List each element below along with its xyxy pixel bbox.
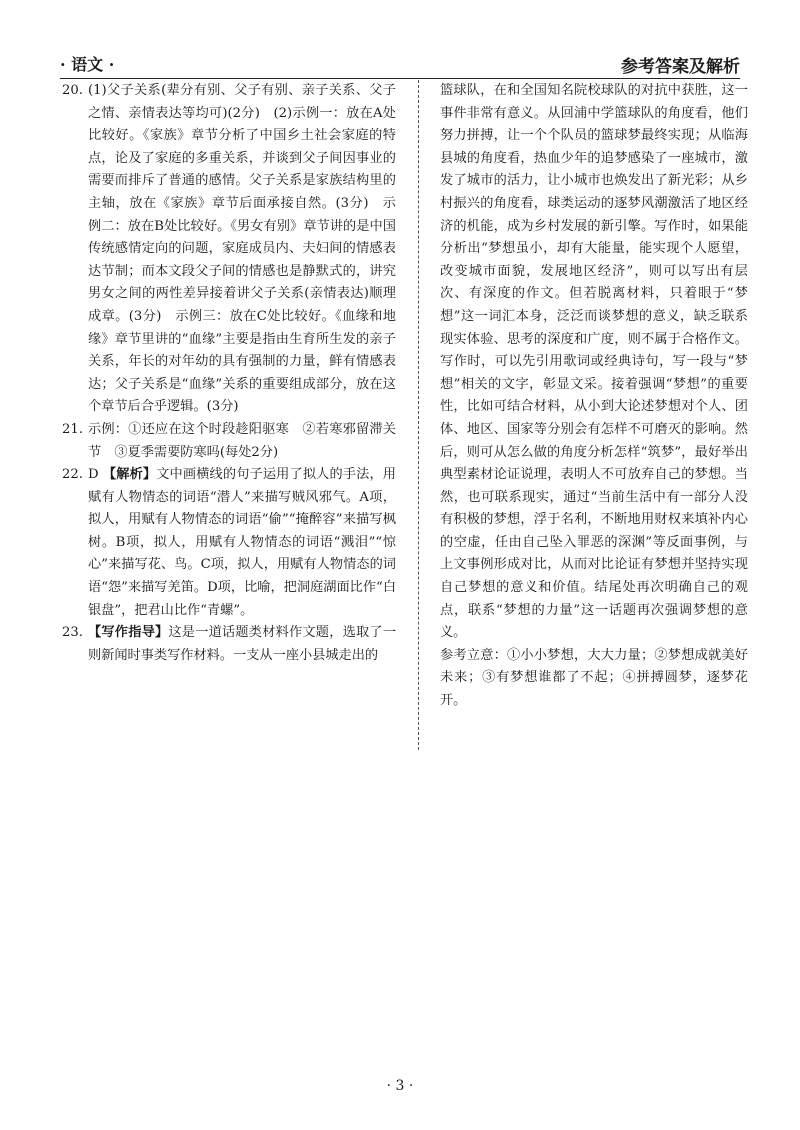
answer-text: 这是一道话题类材料作文题，选取了一则新闻时事类写作材料。一支从一座小县城走出的 xyxy=(88,625,397,663)
answer-text: 文中画横线的句子运用了拟人的手法，用赋有人物情态的词语“潜人”来描写贼风邪气。A项，拟人，用赋有人物情态的词语“偷”“掩醉容”来描写枫树。B项，拟人，用赋有人物情态的词语“溅泪”“惊心”来描写花、鸟。C项，拟人，用赋有人物情态的词语“怨”来描写羌笛。D项，比喻，把洞庭湖面比作“白银盘”，把君山比作“青螺”。 xyxy=(88,467,396,618)
question-number: 23. xyxy=(62,625,83,641)
page-number: · 3 · xyxy=(386,1078,414,1094)
header-title: 参考答案及解析 xyxy=(621,57,740,77)
answer-text: (1)父子关系(辈分有别、父子有别、亲子关系、父子之情、亲情表达等均可)(2分) (2)示例一：放在A处比较好。《家族》章节分析了中国乡土社会家庭的特点，论及了家庭的多重关系，并谈到父子间因事业的需要而排斥了普通的感情。父子关系是家族结构里的主轴，放在《家族》章节后面承接自然。(3分) 示例二：放在B处比较好。《男女有别》章节讲的是中国传统感情定向的问题，家庭成员内、夫妇间的情感表达节制；而本文段父子间的情感也是静默式的，讲究男女之间的两性差异接着讲父子关系(亲情表达)顺理成章。(3分) 示例三：放在C处比较好。《血缘和地缘》章节里讲的“血缘”主要是指由生育所生发的亲子关系，年长的对年幼的具有强制的力量，鲜有情感表达；父子关系是“血缘”关系的重要组成部分，放在这个章节后合乎逻辑。(3分) xyxy=(88,83,396,415)
right-column xyxy=(440,80,748,713)
writing-guide-tag: 【写作指导】 xyxy=(88,625,169,641)
column-divider xyxy=(418,80,419,750)
reference-themes: 参考立意：①小小梦想，大大力量；②梦想成就美好未来；③有梦想谁都了不起；④拼搏圆梦，逐梦花开。 xyxy=(440,647,748,709)
subject-label: · 语文 · xyxy=(60,55,115,74)
left-column xyxy=(62,80,396,667)
question-23 xyxy=(62,622,396,667)
answer-text: 示例：①还应在这个时段趁阳驱寒 ②若寒邪留滞关节 ③夏季需要防寒吗(每处2分) xyxy=(88,421,396,460)
question-number: 21. xyxy=(62,421,83,437)
answer-choice: D xyxy=(88,467,99,483)
analysis-tag: 【解析】 xyxy=(102,467,157,483)
page-header xyxy=(60,52,740,80)
question-number: 20. xyxy=(62,83,83,98)
question-22 xyxy=(62,464,396,622)
question-number: 22. xyxy=(62,467,83,483)
question-21 xyxy=(62,419,396,464)
writing-guide-continued: 篮球队，在和全国知名院校球队的对抗中获胜，这一事件非常有意义。从回浦中学篮球队的角度看，他们努力拼搏，让一个个队员的篮球梦最终实现；从临海县城的角度看，热血少年的追梦感染了一座城市，激发了城市的活力，让小城市也焕发出了新光彩；从乡村振兴的角度看，球类运动的逐梦风潮激活了地区经济的机能，成为乡村发展的新引擎。写作时，如果能分析出“梦想虽小，却有大能量，能实现个人愿望，改变城市面貌，发展地区经济”，则可以写出有层次、有深度的作文。但若脱离材料，只着眼于“梦想”这一词汇本身，泛泛而谈梦想的意义，缺乏联系现实体验、思考的深度和广度，则不属于合格作文。写作时，可以先引用歌词或经典诗句，写一段与“梦想”相关的文字，彰显文采。接着强调“梦想”的重要性，比如可结合材料，从小到大论述梦想对个人、团体、地区、国家等分别会有怎样不可磨灭的影响。然后，则可从怎么做的角度分析怎样“筑梦”，最好举出典型素材论证说理，表明人不可放弃自己的梦想。当然，也可联系现实，通过“当前生活中有一部分人没有积极的梦想，浮于名利，不断地用财权来填补内心的空虚，任由自己坠入罪恶的深渊”等反面事例，与上文事例形成对比，从而对比论证有梦想并坚持实现自己梦想的意义和价值。结尾处再次明确自己的观点，联系“梦想的力量”这一话题再次强调梦想的意义。 xyxy=(440,83,748,641)
header-rule xyxy=(60,78,740,79)
question-20 xyxy=(62,80,396,419)
